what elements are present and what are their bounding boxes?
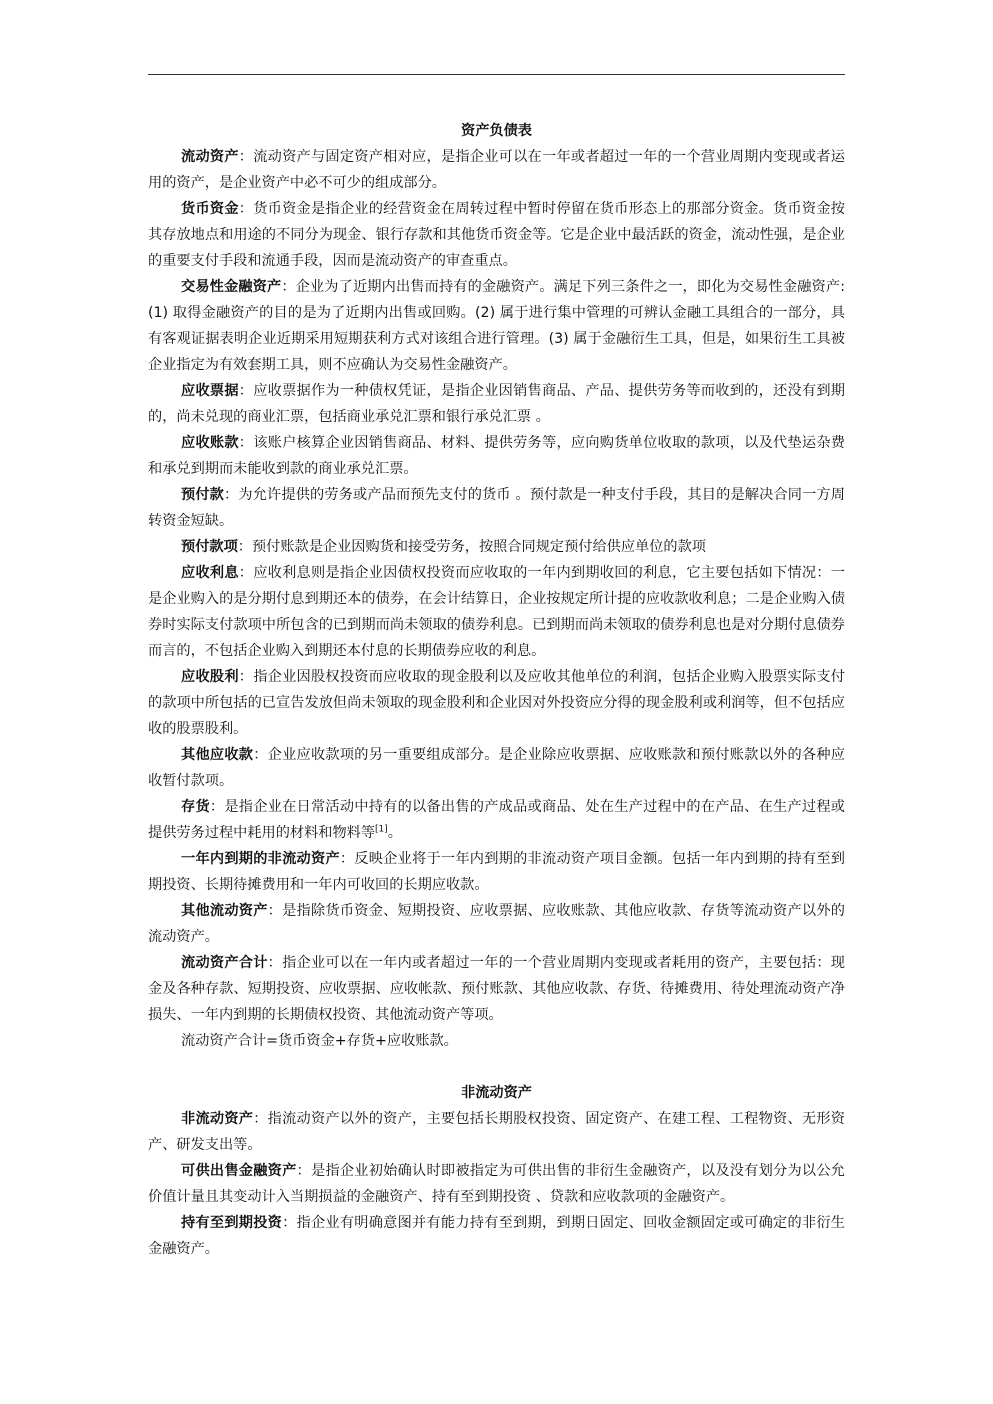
entry-other-receivables: [148, 742, 845, 794]
term-label: 持有至到期投资: [181, 1215, 283, 1231]
definition-text: ：应收票据作为一种债权凭证，是指企业因销售商品、产品、提供劳务等而收到的，还没有到期的，尚未兑现的商业汇票，包括商业承兑汇票和银行承兑汇票 。: [148, 383, 845, 425]
definition-text: ：为允许提供的劳务或产品而预先支付的货币 。预付款是一种支付手段，其目的是解决合同一方周转资金短缺。: [148, 487, 845, 529]
term-label: 交易性金融资产: [181, 279, 282, 295]
term-label: 应收股利: [181, 669, 239, 685]
definition-text: ：企业为了近期内出售而持有的金融资产。满足下列三条件之一，即化为交易性金融资产:(1) 取得金融资产的目的是为了近期内出售或回购。(2) 属于进行集中管理的可辨认金融工具组合的一部分，具有客观证据表明企业近期采用短期获利方式对该组合进行管理。(3) 属于金融衍生工具，但是，如果衍生工具被企业指定为有效套期工具，则不应确认为交易性金融资产。: [148, 279, 845, 373]
term-label: 可供出售金融资产: [181, 1163, 297, 1179]
entry-noncurrent-assets: [148, 1106, 845, 1158]
definition-text: ：指企业有明确意图并有能力持有至到期，到期日固定、回收金额固定或可确定的非衍生金融资产。: [148, 1215, 845, 1257]
definition-text: ：是指除货币资金、短期投资、应收票据、应收账款、其他应收款、存货等流动资产以外的流动资产。: [148, 903, 845, 945]
section-title-noncurrent-assets: 非流动资产: [461, 1085, 532, 1101]
definition-text: ：该账户核算企业因销售商品、材料、提供劳务等，应向购货单位收取的款项，以及代垫运杂费和承兑到期而未能收到款的商业承兑汇票。: [148, 435, 845, 477]
entry-current-assets: [148, 144, 845, 196]
entry-dividends-receivable: [148, 664, 845, 742]
header-rule: [148, 74, 845, 75]
definition-text: ：反映企业将于一年内到期的非流动资产项目金额。包括一年内到期的持有至到期投资、长期待摊费用和一年内可收回的长期应收款。: [148, 851, 845, 893]
term-label: 应收利息: [181, 565, 239, 581]
entry-other-current-assets: [148, 898, 845, 950]
term-label: 存货: [181, 799, 210, 815]
entry-available-for-sale: [148, 1158, 845, 1210]
term-label: 流动资产合计: [181, 955, 268, 971]
definition-text: ：指企业因股权投资而应收取的现金股利以及应收其他单位的利润，包括企业购入股票实际支付的款项中所包括的已宣告发放但尚未领取的现金股利和企业因对外投资应分得的现金股利或利润等，但不包括应收的股票股利。: [148, 669, 845, 737]
entry-advance-payment: [148, 482, 845, 534]
definition-text: ：货币资金是指企业的经营资金在周转过程中暂时停留在货币形态上的那部分资金。货币资金按其存放地点和用途的不同分为现金、银行存款和其他货币资金等。它是企业中最活跃的资金，流动性强，是企业的重要支付手段和流通手段，因而是流动资产的审查重点。: [148, 201, 845, 269]
term-label: 应收票据: [181, 383, 239, 399]
entry-inventory: [148, 794, 845, 846]
term-label: 流动资产: [181, 149, 239, 165]
term-label: 其他应收款: [181, 747, 254, 763]
definition-text: ：流动资产与固定资产相对应，是指企业可以在一年或者超过一年的一个营业周期内变现或者运用的资产，是企业资产中必不可少的组成部分。: [148, 149, 845, 191]
entry-held-to-maturity: [148, 1210, 845, 1262]
section-title-balance-sheet: 资产负债表: [461, 123, 532, 139]
entry-total-current-assets: [148, 950, 845, 1028]
term-label: 一年内到期的非流动资产: [181, 851, 340, 867]
entry-noncurrent-due-within-year: [148, 846, 845, 898]
term-label: 预付款: [181, 487, 225, 503]
term-label: 应收账款: [181, 435, 239, 451]
definition-text: ：预付账款是企业因购货和接受劳务，按照合同规定预付给供应单位的款项: [237, 539, 706, 555]
entry-accounts-receivable: [148, 430, 845, 482]
entry-trading-financial-assets: [148, 274, 845, 378]
document-body: [148, 118, 845, 1262]
definition-text: ：企业应收款项的另一重要组成部分。是企业除应收票据、应收账款和预付账款以外的各种应收暂付款项。: [148, 747, 845, 789]
formula-line: 流动资产合计=货币资金+存货+应收账款。: [181, 1033, 458, 1049]
definition-text: ：指企业可以在一年内或者超过一年的一个营业周期内变现或者耗用的资产，主要包括：现金及各种存款、短期投资、应收票据、应收帐款、预付账款、其他应收款、存货、待摊费用、待处理流动资产净损失、一年内到期的长期债权投资、其他流动资产等项。: [148, 955, 845, 1023]
entry-notes-receivable: [148, 378, 845, 430]
section-spacer: [148, 1054, 845, 1080]
term-label: 预付款项: [181, 539, 238, 555]
entry-interest-receivable: [148, 560, 845, 664]
definition-text: ：指流动资产以外的资产，主要包括长期股权投资、固定资产、在建工程、工程物资、无形资产、研发支出等。: [148, 1111, 845, 1153]
definition-tail: 。: [387, 825, 402, 841]
term-label: 货币资金: [181, 201, 239, 217]
entry-monetary-funds: [148, 196, 845, 274]
term-label: 非流动资产: [181, 1111, 254, 1127]
footnote-ref[interactable]: [1]: [375, 824, 388, 835]
entry-prepayments: [148, 534, 845, 560]
definition-text: ：是指企业在日常活动中持有的以备出售的产成品或商品、处在生产过程中的在产品、在生产过程或提供劳务过程中耗用的材料和物料等: [148, 799, 845, 841]
term-label: 其他流动资产: [181, 903, 268, 919]
definition-text: ：应收利息则是指企业因债权投资而应收取的一年内到期收回的利息，它主要包括如下情况：一是企业购入的是分期付息到期还本的债券，在会计结算日，企业按规定所计提的应收款收利息；二是企业购入债券时实际支付款项中所包含的已到期而尚未领取的债券利息。已到期而尚未领取的债券利息也是对分期付息债券而言的，不包括企业购入到期还本付息的长期债券应收的利息。: [148, 565, 845, 659]
definition-text: ：是指企业初始确认时即被指定为可供出售的非衍生金融资产，以及没有划分为以公允价值计量且其变动计入当期损益的金融资产、持有至到期投资 、贷款和应收款项的金融资产。: [148, 1163, 845, 1205]
